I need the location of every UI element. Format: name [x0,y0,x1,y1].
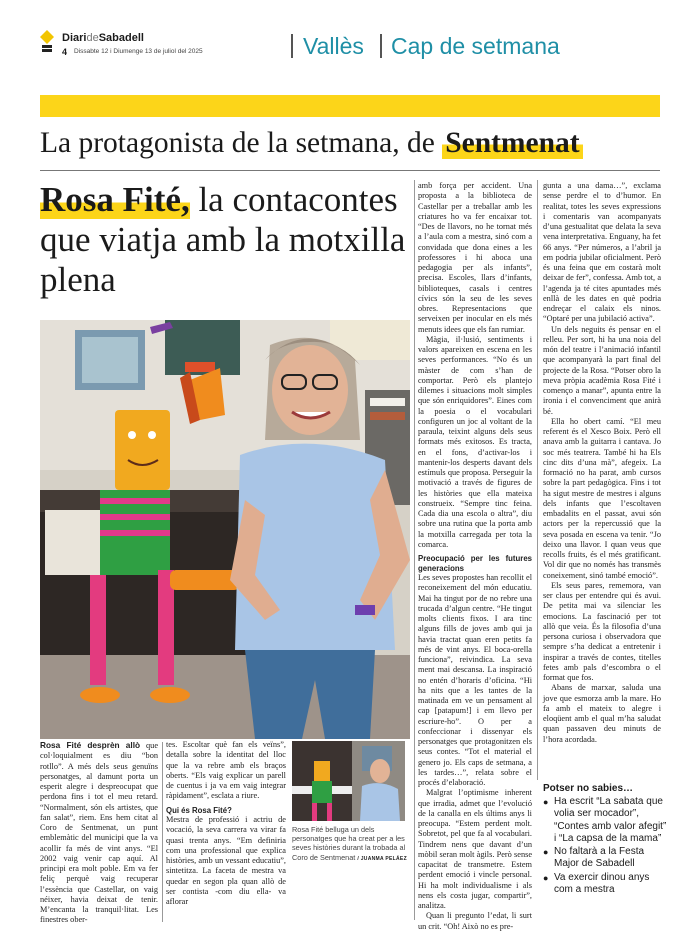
sidebar-list [543,796,668,897]
article-column-4: gunta a una dama…”, exclama sense perdre el to d’humor. En realitat, totes les seves expressions i comentaris van acompanyats d’una gestualitat que delata la seva vena interpretativa. Enguany, ha fet 66 anys. “Per números, a l’abril ja em podria jubilar oficialment. Però és una feina que em costarà molt deixar de fer”, confessa. Amb tot, a l’agenda ja té cites apuntades més enllà de les dates en què podria endreçar el calaix els ninos. “Optaré per una jubilació activa”. Un dels neguits és pensar en el relleu. Per sort, hi ha una noia del món del teatre i l’animació infantil que acompanyarà la part final del projecte de la Rosa. “Potser obro la meva pròpia acadèmia Rosa Fité i començo a manar”, apunta entre la ironia i el convenciment que anirà bé. Ella ho obert camí. “El meu referent és el Xesco Boix. Però ell anava amb la guitarra i cantava. Jo soc més teatrera. També hi ha Els cinc dits d’una mà”, afegeix. La formació no ha parat, amb cursos sobre la part pedagògica. Fins i tot ha sigut mestre de mestres i alguns dels infants que l’escoltaven embadalits en el passat, avui són actors per la repercussió que la seva posada en escena va tenir. “Jo deixo una llavor. I quan veus que recolls fruits, és el més gratificant. Vol dir que no només has transmès coneixement, sinó també emoció”. Els seus pares, rememora, van ser claus per entendre qui és avui. De petita mai va silenciar les emocions. La fascinació per tot allò que veia. És la filosofia d’una persona curiosa i observadora que sempre s’ha dedicat a entretenir i inspirar a través de contes, titelles fetes amb pals d’escombra o el format que fos. Abans de marxar, saluda una jove que esmorza amb la mare. Ho fa amb el mateix to alegre i eloqüent amb el qual m’ha saludat quan passaven deu minuts de l’hora acordada. [543,181,661,744]
kicker-rule [40,170,660,171]
photo-caption: Rosa Fité belluga un dels personatges que ha creat per a les seves històries durant la trobada al Coro de Sentmenat / JUANMA PELÁEZ [292,825,407,862]
subsection-title[interactable]: Cap de setmana [391,33,560,59]
article-column-2: tes. Escoltar què fan els veïns”, detalla sobre la identitat del lloc que la va rebre amb els braços oberts. “Els vaig explicar un parell de cuentus i ja va em vaig integrar ràpidament”, esclata a riure. Qui és Rosa Fité? Mestra de professió i actriu de vocació, la seva carrera va virar fa quasi trenta anys. “Em definiria com una professional que explica històries, amb un vessant educatiu”, sintetitza. La faceta de mestra va quedar en segon pla quan allò de ser contista -com diu ella- va aflorar [166,740,286,906]
sidebar-title: Potser no sabies… [543,783,634,794]
kicker-line: La protagonista de la setmana, de Sentmenat [40,127,680,160]
column-rule [162,742,163,922]
page-number: 4 [62,47,68,57]
accent-band [40,95,660,117]
section-divider [291,34,293,58]
lead-in: Rosa Fité desprèn allò [40,740,141,750]
sidebar-item: ● Va exercir dinou anys com a mestra [543,872,668,897]
main-photo [40,320,410,739]
section-divider [380,34,382,58]
diari-logo-icon [40,30,54,52]
photo-credit: / JUANMA PELÁEZ [357,855,407,862]
subheading-generations: Preocupació per les futures generacions [418,554,532,573]
article-column-3: amb força per accident. Una proposta a la biblioteca de Castellar per a treballar amb les criatures ho va fer encaixar tot. “Des de llavors, no he tornat més a l’aula com a mestra, sinó com a convidada que dona eines a les professores i hi aboca una pedagogia per als infants”, precisa. Escoles, llars d’infants, biblioteques, casals i centres cívics són la seu de les seves obres. Representacions que serveixen per inocular en els més menuts idees que els fan rumiar. Màgia, il·lusió, sentiments i valors apareixen en escena en les seves performances. “No és un màster de com s’han de comportar. Però els plantejo dilemes i situacions molt simples que són enriquidores”. Eines com la poesia o el vocabulari configuren un joc al voltant de la paraula, teixint alguns dels seus formats més exitosos. Es tracta, en el fons, d’activar-los i mantenir-los desperts davant dels estímuls que proposa. Perseguir la motivació a través de figures de les històries que ella mateixa construeix. “Sempre tinc feina. Cada dia una escola o altra”, diu sobre una rutina que la porta amb la motxilla carregada per tota la comarca. Preocupació per les futures generacions Les seves propostes han recollit el reconeixement del món educatiu. Mai ha tingut por de no rebre una trucada d’algun centre. “He tingut molts clients fixos. I ara tinc alguns fills de joves amb qui ja havia tractat quan eren petits fa més de vint anys. El boca-orella funciona”, reivindica. La seva ment mai descansa. La inspiració no entén d’horaris d’oficina. “Hi ha nits que a les tantes de la matinada em ve un pensament al cap [patapum!] i em llevo per escriure-ho”. O per a confeccionar i dissenyar els personatges que protagonitzen els seus contes. “Tot el material el genero jo. Els caps de setmana, a les tardes…”, relata sobre el procés d’elaboració. Malgrat l’optimisme inherent que irradia, admet que l’evolució de la canalla en els últims anys li preocupa. “Estem perdent molt. Sobretot, pel que fa al vocabulari. Tindrem nens que davant d’un mòbil seran molt àgils. Però sense capacitat de transmetre. Estem perdent emoció i vincle personal. Hi ha molt individualisme i als nens els costa jugar, compartir”, analitza. Quan li pregunto l’edat, li surt un crit. “Oh! Això no es pre- [418,181,532,931]
article-headline: Rosa Fité, la contacontes que viatja amb la motxilla plena [40,180,406,299]
masthead-brand[interactable]: DiarideSabadell [62,32,144,44]
subheading-who: Qui és Rosa Fité? [166,805,232,815]
article-column-1: Rosa Fité desprèn allò que col·loquialment es diu “bon rotllo”. A més dels seus genuïns personatges, al damunt porta un esperit alegre i despreocupat que perdona fins i tot el meu retard. “Normalment, són els artistes, que fan salat”, riem. Ens hem citat al Coro de Sentmenat, un punt emblemàtic del municipi que la va acollir fa més de vint anys. “El 2002 vaig venir cap aquí. Al principi era molt poble. Em va fer feliç perquè vaig recuperar l’essència que Castellar, on vaig néixer, havia deixat de tenir. M’encanta la tranquil·litat. Les finestres ober- [40,740,158,925]
issue-date: Dissabte 12 i Diumenge 13 de juliol del 2025 [74,48,203,55]
headline-name: Rosa Fité, [40,180,190,219]
column-rule [537,180,538,780]
secondary-photo [292,741,405,821]
column-rule [414,180,415,920]
sidebar-item: ● No faltarà a la Festa Major de Sabadell [543,846,668,871]
section-title[interactable]: Vallès [303,33,364,59]
kicker-town: Sentmenat [442,127,582,159]
sidebar-item: ● Ha escrit “La sabata que volia ser mocador”, “Contes amb valor afegit” i “La capsa de la mama” [543,796,668,845]
